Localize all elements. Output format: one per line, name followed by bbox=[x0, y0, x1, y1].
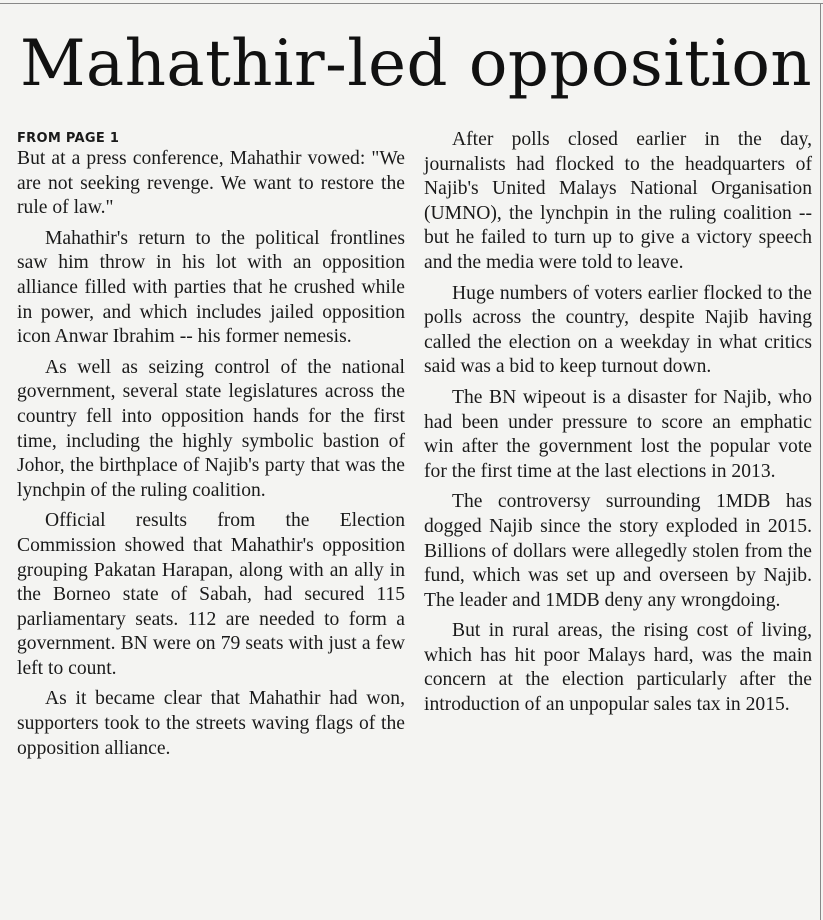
paragraph: As well as seizing control of the national government, several state legislatures across the country fell into opposition hands for the first time, including the highly symbolic bastion of Johor, the birthplace of Najib's party that was the lynchpin of the ruling coalition. bbox=[17, 356, 405, 501]
right-rule bbox=[820, 3, 821, 920]
paragraph: Mahathir's return to the political frontlines saw him throw in his lot with an opposition alliance filled with parties that he crushed while in power, and which includes jailed opposition icon Anwar Ibrahim -- his former nemesis. bbox=[17, 227, 405, 348]
article-column-left bbox=[17, 128, 405, 761]
paragraph: Official results from the Election Commission showed that Mahathir's opposition grouping Pakatan Harapan, along with an ally in the Borneo state of Sabah, had secured 115 parliamentary seats. 112 are needed to form a government. BN were on 79 seats with just a few left to count. bbox=[17, 510, 405, 679]
paragraph: Huge numbers of voters earlier flocked to the polls across the country, despite Najib having called the election on a weekday in what critics said was a bid to keep turnout down. bbox=[424, 282, 812, 378]
paragraph: As it became clear that Mahathir had won, supporters took to the streets waving flags of the opposition alliance. bbox=[17, 688, 405, 759]
article-column-right bbox=[424, 128, 812, 718]
paragraph: But in rural areas, the rising cost of living, which has hit poor Malays hard, was the main concern at the election particularly after the introduction of an unpopular sales tax in 2015. bbox=[424, 620, 812, 716]
paragraph: After polls closed earlier in the day, journalists had flocked to the headquarters of Najib's United Malays National Organisation (UMNO), the lynchpin in the ruling coalition -- but he failed to turn up to give a victory speech and the media were told to leave. bbox=[424, 129, 812, 273]
paragraph: The BN wipeout is a disaster for Najib, who had been under pressure to score an emphatic win after the government lost the popular vote for the first time at the last elections in 2013. bbox=[424, 386, 812, 482]
continuation-kicker: FROM PAGE 1 bbox=[17, 131, 120, 146]
paragraph: The controversy surrounding 1MDB has dogged Najib since the story exploded in 2015. Billions of dollars were allegedly stolen from the fund, which was set up and overseen by Najib. The leader and 1MDB deny any wrongdoing. bbox=[424, 491, 812, 611]
headline: Mahathir-led opposition bbox=[20, 27, 813, 101]
top-rule bbox=[0, 3, 823, 4]
paragraph: But at a press conference, Mahathir vowed: "We are not seeking revenge. We want to restore the rule of law." bbox=[17, 148, 405, 219]
